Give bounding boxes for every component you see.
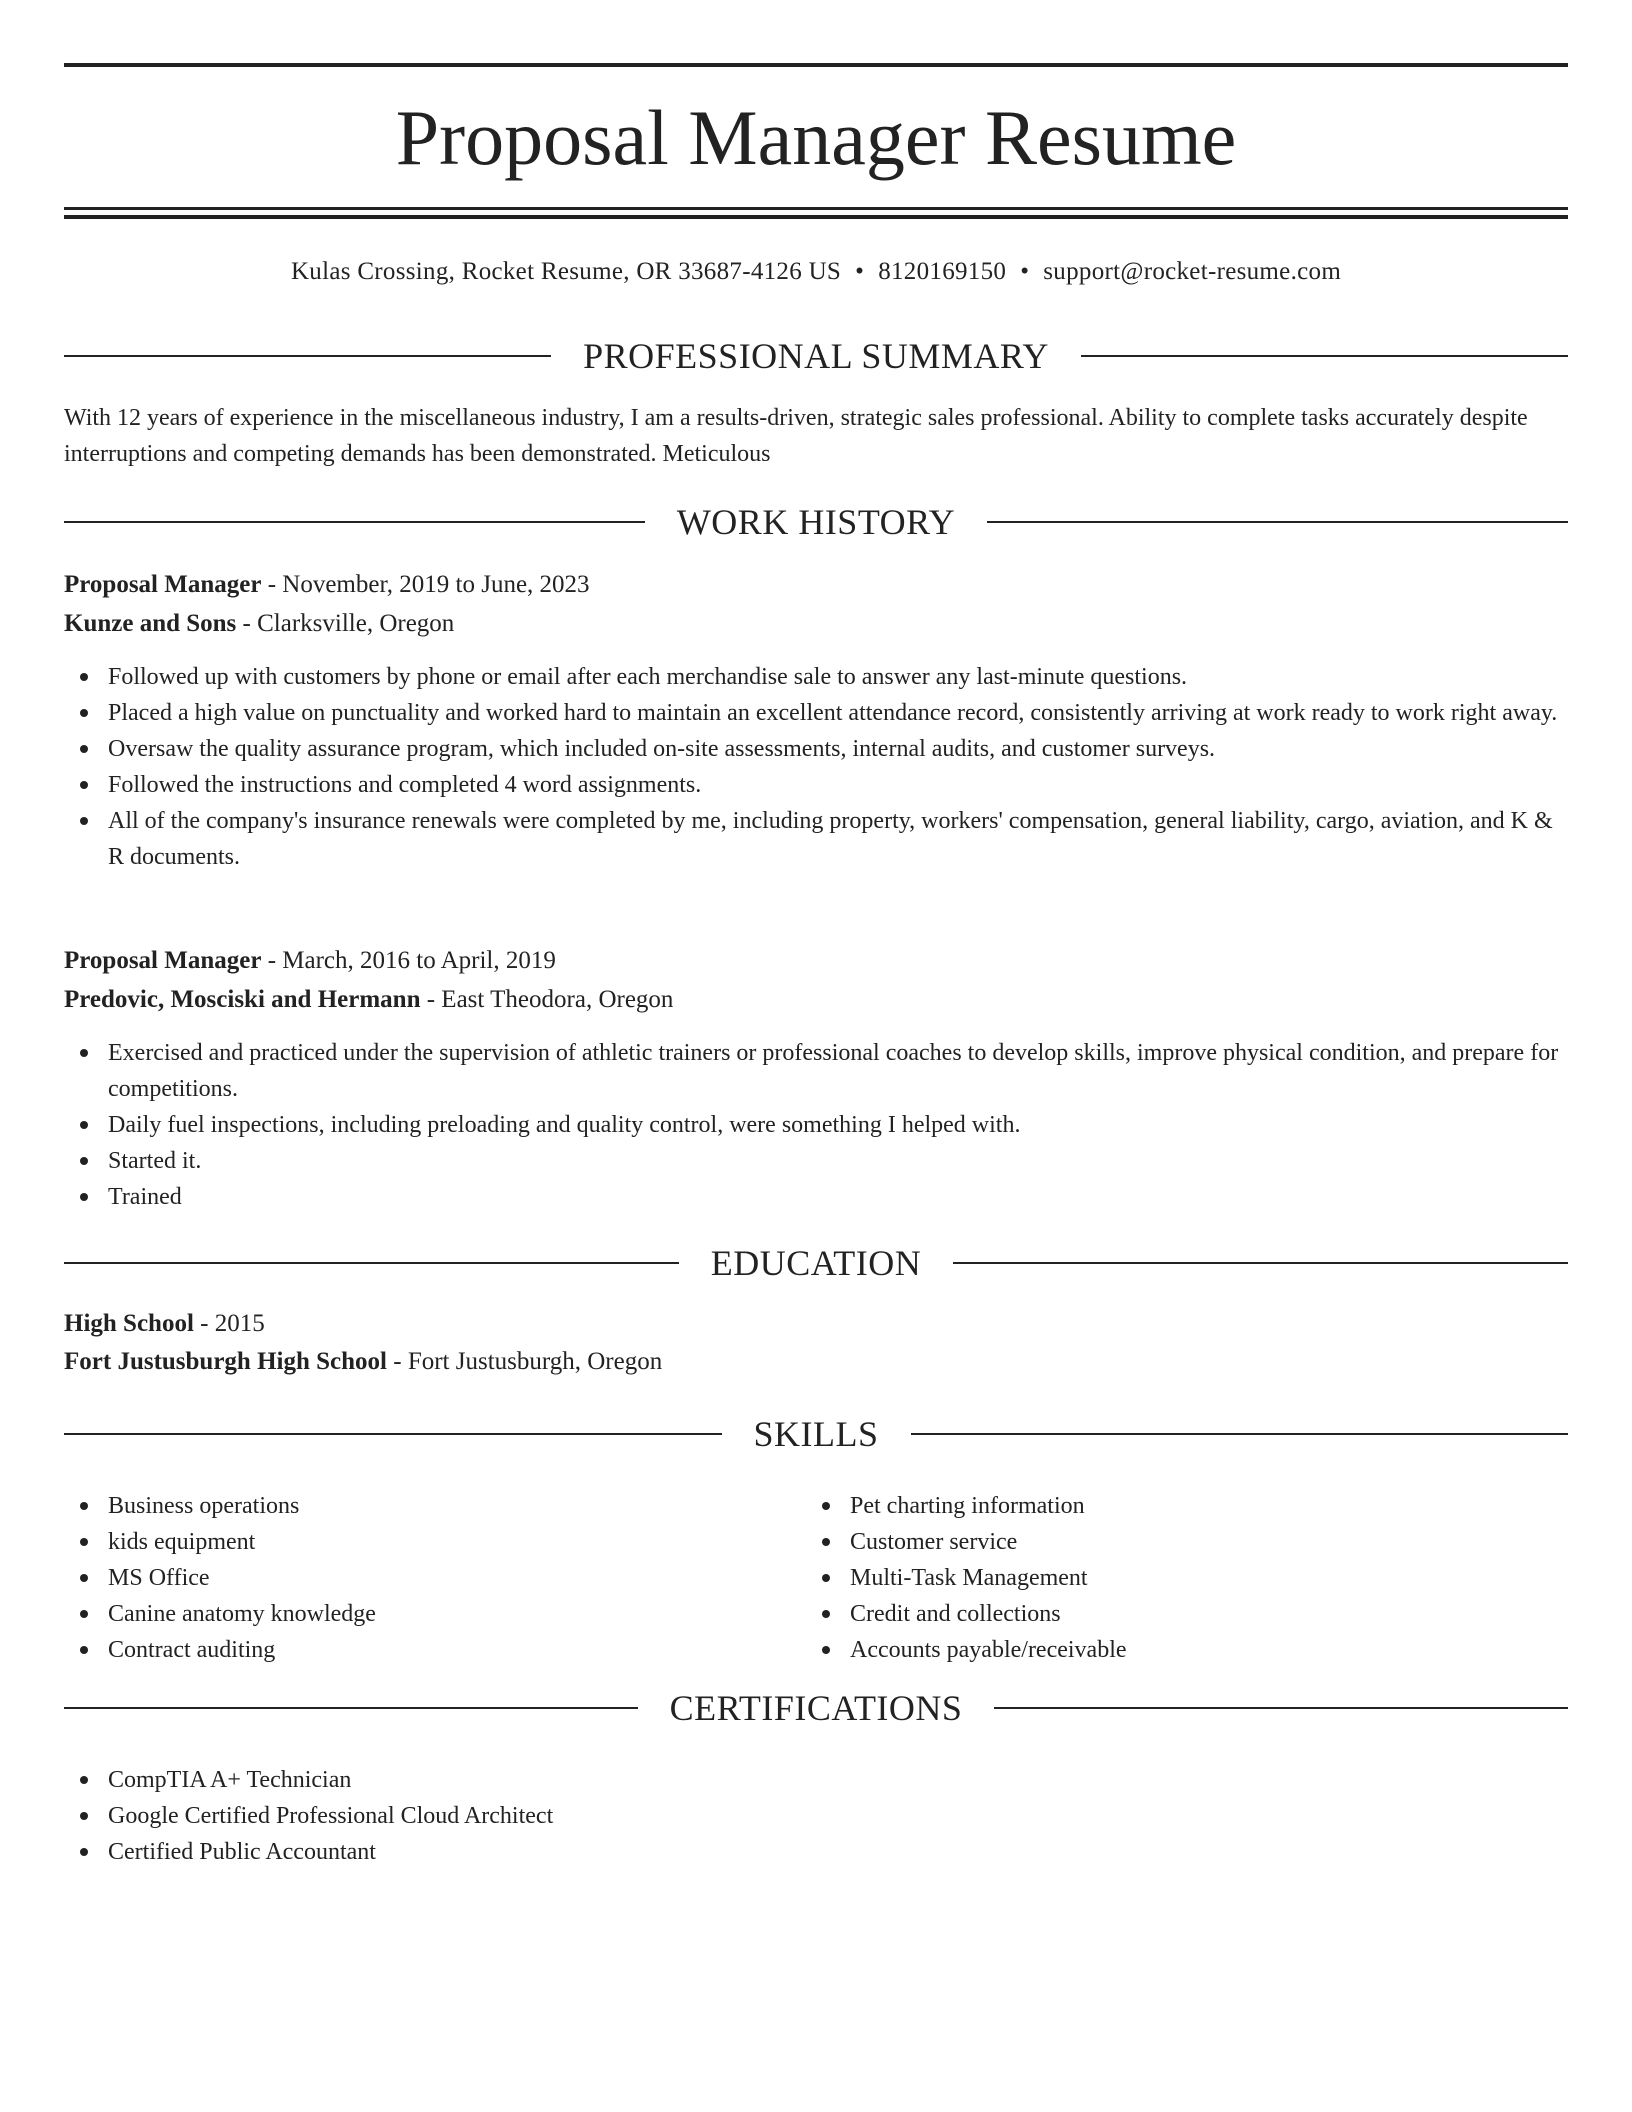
list-item: Credit and collections: [806, 1596, 1548, 1632]
job-2-company: Predovic, Mosciski and Hermann: [64, 986, 421, 1013]
list-item: kids equipment: [64, 1524, 806, 1560]
job-2-bullets: [64, 1035, 1568, 1215]
skills-heading-label: SKILLS: [753, 1414, 879, 1454]
list-item: Contract auditing: [64, 1632, 806, 1668]
skills-column-left: [64, 1488, 806, 1668]
education-degree: High School: [64, 1310, 194, 1337]
heading-rule-left: [64, 521, 645, 523]
heading-rule-right: [1081, 355, 1568, 357]
list-item: Accounts payable/receivable: [806, 1632, 1548, 1668]
job-2-title: Proposal Manager: [64, 947, 262, 974]
list-item: Exercised and practiced under the supervision of athletic trainers or professional coaches to develop skills, improve physical condition, and prepare for competitions.: [64, 1035, 1568, 1107]
contact-line: [64, 252, 1568, 292]
title-rule-upper: [64, 207, 1568, 210]
skills-column-right: [806, 1488, 1548, 1668]
heading-rule-left: [64, 1707, 638, 1709]
summary-heading-label: PROFESSIONAL SUMMARY: [583, 336, 1049, 376]
certifications-heading: [64, 1685, 1568, 1731]
resume-title: Proposal Manager Resume: [395, 94, 1237, 181]
list-item: CompTIA A+ Technician: [64, 1762, 1568, 1798]
top-rule: [64, 63, 1568, 67]
list-item: Oversaw the quality assurance program, which included on-site assessments, internal audits, and customer surveys.: [64, 731, 1568, 767]
work-history-heading: [64, 499, 1568, 545]
list-item: Followed up with customers by phone or email after each merchandise sale to answer any last-minute questions.: [64, 659, 1568, 695]
education-heading-label: EDUCATION: [710, 1243, 922, 1283]
job-1-company: Kunze and Sons: [64, 610, 237, 637]
list-item: Placed a high value on punctuality and worked hard to maintain an excellent attendance record, consistently arriving at work ready to work right away.: [64, 695, 1568, 731]
list-item: Multi-Task Management: [806, 1560, 1548, 1596]
education-school: Fort Justusburgh High School: [64, 1348, 387, 1375]
job-2-title-line: [64, 942, 1568, 980]
job-1-title: Proposal Manager: [64, 571, 262, 598]
heading-rule-left: [64, 1262, 679, 1264]
list-item: Pet charting information: [806, 1488, 1548, 1524]
summary-heading: [64, 333, 1568, 379]
list-item: Google Certified Professional Cloud Architect: [64, 1798, 1568, 1834]
heading-rule-left: [64, 1433, 722, 1435]
contact-phone: 8120169150: [878, 258, 1007, 285]
certifications-heading-label: CERTIFICATIONS: [669, 1688, 963, 1728]
list-item: Customer service: [806, 1524, 1548, 1560]
job-2-dates: - March, 2016 to April, 2019: [261, 947, 556, 974]
skills-list: [64, 1488, 1568, 1668]
heading-rule-right: [953, 1262, 1568, 1264]
contact-separator: •: [855, 258, 865, 285]
work-history-heading-label: WORK HISTORY: [676, 502, 956, 542]
list-item: All of the company's insurance renewals were completed by me, including property, workers' compensation, general liability, cargo, aviation, and K & R documents.: [64, 803, 1568, 875]
list-item: Trained: [64, 1179, 1568, 1215]
job-2-location: - East Theodora, Oregon: [420, 986, 674, 1013]
job-1-location: - Clarksville, Oregon: [236, 610, 455, 637]
education-school-line: [64, 1343, 1568, 1381]
job-1-bullets: [64, 659, 1568, 875]
list-item: MS Office: [64, 1560, 806, 1596]
list-item: Certified Public Accountant: [64, 1834, 1568, 1870]
list-item: Started it.: [64, 1143, 1568, 1179]
contact-address: Kulas Crossing, Rocket Resume, OR 33687-4126 US: [290, 258, 842, 285]
job-1-dates: - November, 2019 to June, 2023: [261, 571, 590, 598]
list-item: Followed the instructions and completed 4 word assignments.: [64, 767, 1568, 803]
heading-rule-right: [911, 1433, 1569, 1435]
heading-rule-left: [64, 355, 551, 357]
heading-rule-right: [994, 1707, 1568, 1709]
job-2-company-line: [64, 981, 1568, 1019]
job-1-title-line: [64, 566, 1568, 604]
education-heading: [64, 1240, 1568, 1286]
contact-email: support@rocket-resume.com: [1043, 258, 1342, 285]
certifications-list: [64, 1762, 1568, 1870]
title-rule-lower: [64, 215, 1568, 219]
list-item: Business operations: [64, 1488, 806, 1524]
list-item: Canine anatomy knowledge: [64, 1596, 806, 1632]
contact-separator: •: [1020, 258, 1030, 285]
list-item: Daily fuel inspections, including preloading and quality control, were something I helped with.: [64, 1107, 1568, 1143]
skills-heading: [64, 1411, 1568, 1457]
education-degree-line: [64, 1305, 1568, 1343]
education-location: - Fort Justusburgh, Oregon: [387, 1348, 663, 1375]
summary-text: With 12 years of experience in the miscellaneous industry, I am a results-driven, strategic sales professional. Ability to complete tasks accurately despite interruptions and competing demands has been demonstrated. Meticulous: [64, 405, 1528, 467]
heading-rule-right: [987, 521, 1568, 523]
job-1-company-line: [64, 605, 1568, 643]
education-year: - 2015: [193, 1310, 265, 1337]
